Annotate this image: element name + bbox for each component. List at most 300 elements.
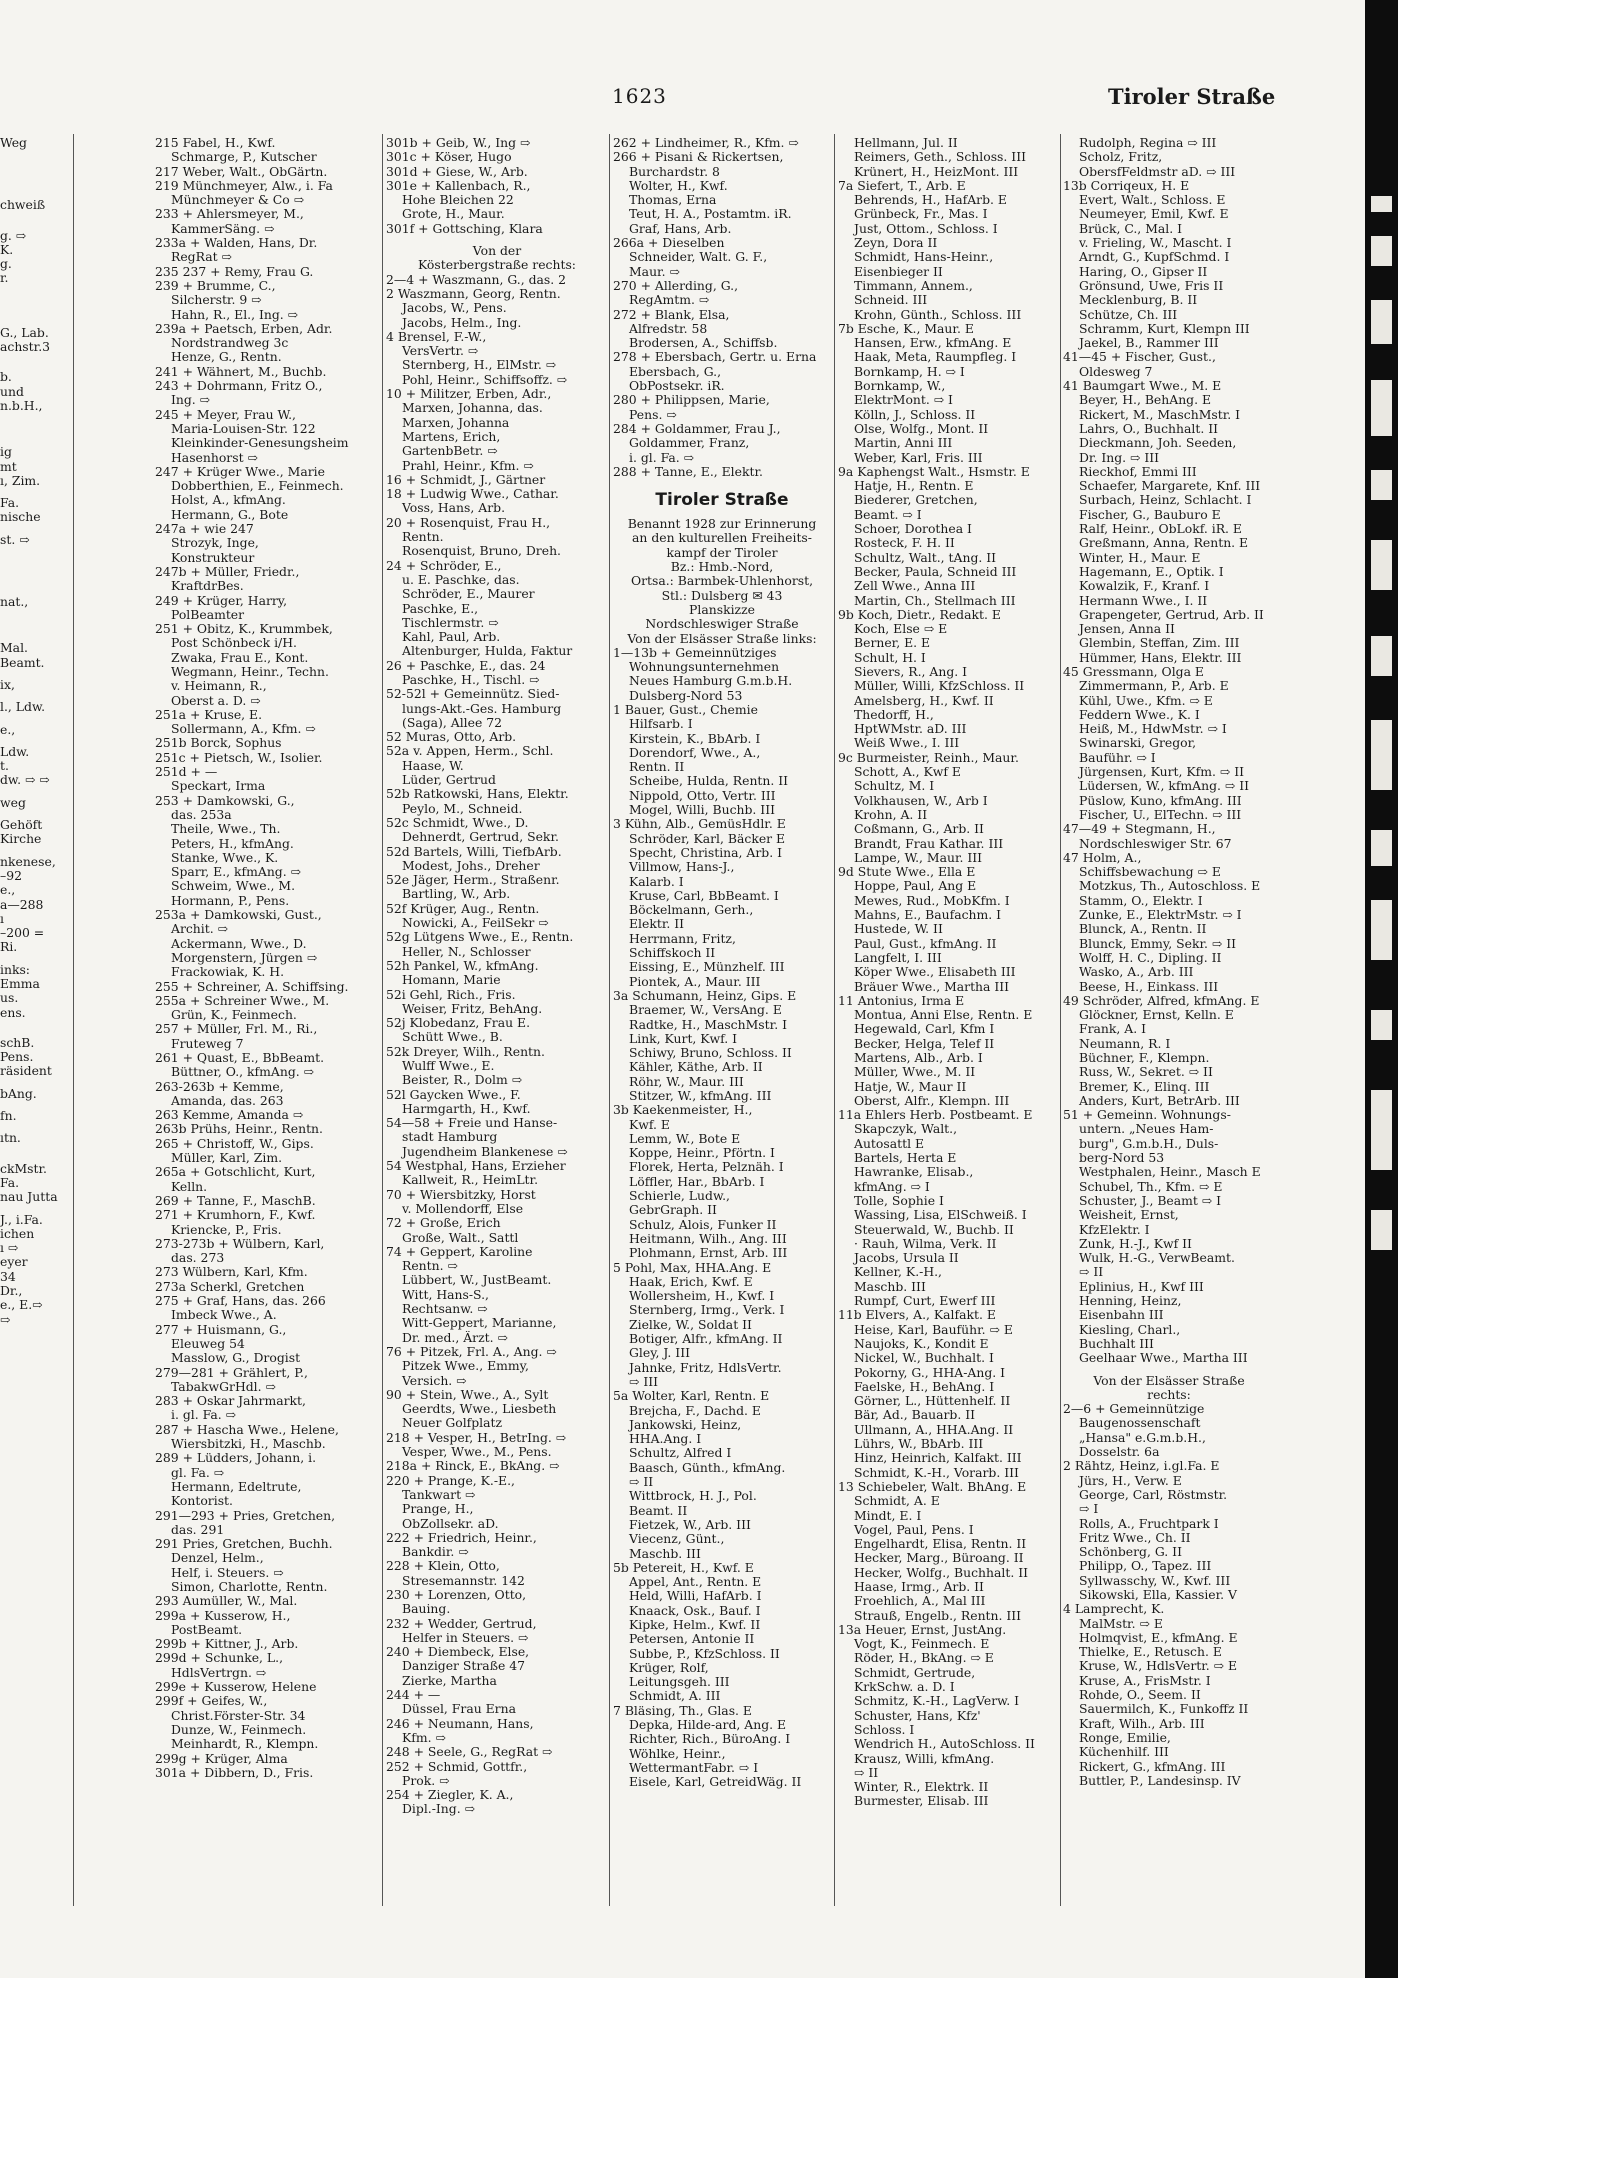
directory-entry: 220 + Prange, K.-E., — [386, 1473, 515, 1488]
directory-entry: Archit. ⇨ — [171, 922, 228, 937]
directory-entry: Bankdir. ⇨ — [402, 1545, 469, 1560]
directory-entry: Dulsberg-Nord 53 — [629, 688, 743, 703]
directory-entry: 275 + Graf, Hans, das. 266 — [155, 1294, 326, 1309]
directory-entry: lungs-Akt.-Ges. Hamburg — [402, 701, 562, 716]
directory-entry: v. Heimann, R., — [171, 679, 267, 694]
directory-entry — [0, 421, 70, 429]
directory-entry: 2 Waszmann, Georg, Rentn. — [386, 286, 561, 301]
directory-entry: Braemer, W., VersAng. E — [629, 1003, 782, 1018]
directory-entry: HdlsVertrgn. ⇨ — [171, 1665, 267, 1680]
directory-entry: Schneider, Walt. G. F., — [629, 250, 768, 265]
directory-entry: Bremer, K., Elinq. III — [1079, 1079, 1210, 1094]
directory-entry: Imbeck Wwe., A. — [171, 1308, 277, 1323]
directory-entry — [0, 318, 70, 326]
directory-entry: stadt Hamburg — [402, 1130, 498, 1145]
directory-entry: 272 + Blank, Elsa, — [613, 307, 730, 322]
directory-entry: Beamt. ⇨ I — [854, 507, 922, 522]
directory-entry: Helfer in Steuers. ⇨ — [402, 1630, 529, 1645]
directory-entry: HptWMstr. aD. III — [854, 722, 967, 737]
directory-entry: Ullmann, A., HHA.Ang. II — [854, 1422, 1014, 1437]
directory-entry: 215 Fabel, H., Kwf. — [155, 136, 276, 150]
directory-entry — [0, 166, 70, 174]
directory-entry: Hermann, Edeltrute, — [171, 1479, 302, 1494]
directory-entry: Blunck, A., Rentn. II — [1079, 922, 1207, 937]
directory-entry: Viecenz, Günt., — [629, 1532, 725, 1547]
directory-entry: ı ⇨ — [0, 1241, 19, 1256]
directory-entry: ens. — [0, 1005, 26, 1020]
directory-entry: Richter, Rich., BüroAng. I — [629, 1732, 791, 1747]
directory-entry — [0, 362, 70, 370]
directory-entry: Strozyk, Inge, — [171, 536, 259, 551]
directory-entry: ix, — [0, 677, 15, 692]
directory-entry: Von der — [472, 244, 522, 259]
directory-entry: Fa. — [0, 496, 20, 511]
directory-entry: 254 + Ziegler, K. A., — [386, 1788, 514, 1803]
directory-entry: Syllwasschy, W., Kwf. III — [1079, 1573, 1231, 1588]
directory-entry: Sparr, E., kfmAng. ⇨ — [171, 865, 301, 880]
directory-entry: 228 + Klein, Otto, — [386, 1559, 500, 1574]
directory-entry: 251a + Kruse, E. — [155, 707, 263, 722]
directory-entry: WettermantFabr. ⇨ I — [629, 1760, 759, 1775]
directory-entry: ⇨ II — [629, 1475, 654, 1490]
directory-entry: 11 Antonius, Irma E — [838, 993, 965, 1008]
directory-entry: Kruse, A., FrisMstr. I — [1079, 1673, 1211, 1688]
directory-entry: Hatje, H., Rentn. E — [854, 479, 974, 494]
directory-entry: Henning, Heinz, — [1079, 1294, 1182, 1309]
directory-entry: Dipl.-Ing. ⇨ — [402, 1802, 475, 1817]
directory-entry: Haak, Erich, Kwf. E — [629, 1274, 753, 1289]
directory-entry: 219 Münchmeyer, Alw., i. Fa — [155, 178, 333, 193]
directory-entry: Paul, Gust., kfmAng. II — [854, 936, 997, 951]
directory-entry: 283 + Oskar Jahrmarkt, — [155, 1394, 306, 1409]
directory-entry: Hawranke, Elisab., — [854, 1165, 974, 1180]
directory-entry: Pohl, Heinr., Schiffsoffz. ⇨ — [402, 372, 568, 387]
directory-entry: rechts: — [1147, 1387, 1191, 1402]
directory-entry — [0, 1079, 70, 1087]
directory-entry: KammerSäng. ⇨ — [171, 221, 275, 236]
directory-entry: Köper Wwe., Elisabeth III — [854, 965, 1016, 980]
directory-entry: 1—13b + Gemeinnütziges — [613, 645, 777, 660]
directory-entry: ⇨ — [0, 1312, 11, 1327]
directory-entry: RegRat ⇨ — [171, 250, 232, 265]
directory-entry: Zwaka, Frau E., Kont. — [171, 650, 309, 665]
directory-entry: Surbach, Heinz, Schlacht. I — [1079, 493, 1252, 508]
directory-entry: PolBeamter — [171, 607, 245, 622]
directory-entry: 13b Corriqeux, H. E — [1063, 178, 1190, 193]
directory-entry: 34 — [0, 1269, 16, 1284]
directory-entry: Morgenstern, Jürgen ⇨ — [171, 950, 318, 965]
directory-entry: Sternberg, H., ElMstr. ⇨ — [402, 358, 557, 373]
directory-entry: und — [0, 384, 24, 399]
directory-entry: KfzElektr. I — [1079, 1222, 1150, 1237]
directory-entry: 20 + Rosenquist, Frau H., — [386, 515, 551, 530]
directory-entry: Kölln, J., Schloss. II — [854, 407, 976, 422]
directory-entry: 13 Schiebeler, Walt. BhAng. E — [838, 1479, 1027, 1494]
directory-entry: Prange, H., — [402, 1502, 474, 1517]
directory-entry: Hümmer, Hans, Elektr. III — [1079, 650, 1242, 665]
directory-entry: 247 + Krüger Wwe., Marie — [155, 464, 325, 479]
directory-entry: Kfm. ⇨ — [402, 1730, 446, 1745]
directory-entry: kampf der Tiroler — [666, 545, 778, 560]
directory-entry: 24 + Schröder, E., — [386, 558, 502, 573]
directory-entry: Lübbert, W., JustBeamt. — [402, 1273, 552, 1288]
directory-entry: Wohnungsunternehmen — [629, 660, 780, 675]
directory-entry: a—288 — [0, 897, 44, 912]
directory-entry: 265 + Christoff, W., Gips. — [155, 1136, 314, 1151]
directory-entry: 11a Ehlers Herb. Postbeamt. E — [838, 1108, 1033, 1123]
column-5 — [1063, 136, 1275, 1906]
directory-entry: Wegmann, Heinr., Techn. — [171, 664, 329, 679]
directory-entry: Feddern Wwe., K. I — [1079, 707, 1200, 722]
directory-entry — [0, 609, 70, 617]
directory-entry: Sollermann, A., Kfm. ⇨ — [171, 722, 316, 737]
directory-entry: Oberst, Alfr., Klempn. III — [854, 1093, 1010, 1108]
column-1 — [155, 136, 377, 1906]
directory-entry: 13a Heuer, Ernst, JustAng. — [838, 1622, 1007, 1637]
directory-entry: 299d + Schunke, L., — [155, 1651, 284, 1666]
directory-entry — [0, 1205, 70, 1213]
directory-entry: Zeyn, Dora II — [854, 236, 938, 251]
directory-entry: Hoppe, Paul, Ang E — [854, 879, 977, 894]
directory-entry: Wulk, H.-G., VerwBeamt. — [1079, 1251, 1235, 1266]
directory-entry: Hinz, Heinrich, Kalfakt. III — [854, 1451, 1022, 1466]
directory-entry — [0, 563, 70, 571]
directory-entry: Pens. ⇨ — [629, 407, 677, 422]
directory-entry: Ronge, Emilie, — [1079, 1730, 1171, 1745]
directory-entry: Haase, Irmg., Arb. II — [854, 1579, 984, 1594]
directory-entry: Piontek, A., Maur. III — [629, 974, 761, 989]
directory-entry: chweiß — [0, 198, 46, 213]
directory-entry: 52c Schmidt, Wwe., D. — [386, 815, 529, 830]
directory-entry: Frackowiak, K. H. — [171, 965, 285, 980]
directory-entry: G., Lab. — [0, 325, 49, 340]
directory-entry: Martens, Alb., Arb. I — [854, 1051, 983, 1065]
directory-entry: Hagemann, E., Optik. I — [1079, 564, 1224, 579]
directory-entry — [0, 190, 70, 198]
directory-entry: Schweim, Wwe., M. — [171, 879, 296, 894]
directory-entry: ObersfFeldmstr aD. ⇨ III — [1079, 164, 1236, 179]
directory-entry: Krausz, Willi, kfmAng. — [854, 1751, 995, 1766]
directory-entry: Kahl, Paul, Arb. — [402, 630, 501, 645]
directory-entry: KraftdrBes. — [171, 579, 244, 594]
directory-entry: u. E. Paschke, das. — [402, 572, 520, 587]
directory-entry: Brodersen, A., Schiffsb. — [629, 336, 778, 351]
directory-entry: e., — [0, 883, 16, 898]
directory-entry: Meinhardt, R., Klempn. — [171, 1737, 319, 1752]
directory-entry: 240 + Diembeck, Else, — [386, 1645, 530, 1660]
directory-entry: Kraft, Wilh., Arb. III — [1079, 1716, 1205, 1731]
directory-entry: untern. „Neues Ham- — [1079, 1122, 1214, 1137]
directory-entry — [0, 579, 70, 587]
book-spine — [1365, 0, 1398, 1978]
directory-entry: 52h Pankel, W., kfmAng. — [386, 958, 539, 973]
directory-entry: Martens, Erich, — [402, 429, 501, 444]
column-3 — [613, 136, 831, 1906]
directory-entry: Schmidt, A. E — [854, 1494, 940, 1509]
directory-entry: g. — [0, 257, 12, 272]
directory-entry: Denzel, Helm., — [171, 1551, 264, 1566]
directory-entry: 16 + Schmidt, J., Gärtner — [386, 472, 546, 487]
directory-entry: 245 + Meyer, Frau W., — [155, 407, 296, 422]
directory-entry: Von der Elsässer Straße — [1093, 1373, 1245, 1388]
directory-entry — [0, 692, 70, 700]
directory-entry: (Saga), Allee 72 — [402, 715, 502, 730]
directory-entry: Gley, J. III — [629, 1346, 690, 1361]
directory-entry: Hasenhorst ⇨ — [171, 450, 258, 465]
directory-entry: Krohn, A. II — [854, 807, 928, 822]
column-4 — [838, 136, 1056, 1906]
directory-entry: Nippold, Otto, Vertr. III — [629, 788, 776, 803]
directory-entry — [0, 221, 70, 229]
directory-entry: Hermann, G., Bote — [171, 507, 289, 522]
directory-entry: 72 + Große, Erich — [386, 1216, 501, 1231]
directory-entry: Krünert, H., HeizMont. III — [854, 164, 1019, 179]
directory-entry: Weber, Karl, Fris. III — [854, 450, 983, 465]
directory-entry: Schuster, Hans, Kfz' — [854, 1708, 981, 1723]
directory-entry: Rudolph, Regina ⇨ III — [1079, 136, 1217, 150]
directory-entry: 47—49 + Stegmann, H., — [1063, 822, 1216, 837]
directory-entry: Specht, Christina, Arb. I — [629, 845, 782, 860]
directory-entry: 3b Kaekenmeister, H., — [613, 1103, 753, 1118]
directory-entry: Koppe, Heinr., Pförtn. I — [629, 1146, 775, 1161]
directory-entry — [0, 1020, 70, 1028]
directory-entry — [0, 587, 70, 595]
directory-entry: 76 + Pitzek, Frl. A., Ang. ⇨ — [386, 1344, 557, 1359]
directory-entry: 301e + Kallenbach, R., — [386, 178, 531, 193]
directory-entry: 52d Bartels, Willi, TiefbArb. — [386, 844, 562, 859]
directory-entry: Kellner, K.-H., — [854, 1265, 942, 1280]
directory-entry: dw. ⇨ ⇨ — [0, 773, 50, 788]
directory-entry: 222 + Friedrich, Heinr., — [386, 1530, 537, 1545]
directory-entry: Hohe Bleichen 22 — [402, 193, 514, 208]
directory-entry: 2—4 + Waszmann, G., das. 2 — [386, 272, 567, 287]
directory-entry: Pitzek Wwe., Emmy, — [402, 1359, 529, 1374]
directory-entry — [0, 354, 70, 362]
directory-entry: Kiesling, Charl., — [1079, 1322, 1181, 1337]
directory-entry: 52 Muras, Otto, Arb. — [386, 730, 517, 745]
directory-entry: Mahns, E., Baufachm. I — [854, 908, 1002, 923]
directory-entry: Becker, Paula, Schneid III — [854, 564, 1017, 579]
directory-entry: Skapczyk, Walt., — [854, 1122, 958, 1137]
directory-entry: Blunck, Emmy, Sekr. ⇨ II — [1079, 936, 1237, 951]
directory-entry: 9a Kaphengst Walt., Hsmstr. E — [838, 464, 1030, 479]
directory-entry: 265a + Gotschlicht, Kurt, — [155, 1165, 316, 1180]
directory-entry: Beamt. — [0, 655, 45, 670]
directory-entry: Eplinius, H., Kwf III — [1079, 1279, 1204, 1294]
directory-entry: 233a + Walden, Hans, Dr. — [155, 236, 318, 251]
directory-entry: Müller, Karl, Zim. — [171, 1151, 283, 1166]
directory-entry: Kirstein, K., BbArb. I — [629, 731, 761, 746]
directory-entry: Stanke, Wwe., K. — [171, 850, 279, 865]
directory-entry: Schultz, Alfred I — [629, 1446, 732, 1461]
directory-entry: Amelsberg, H., Kwf. II — [854, 693, 994, 708]
directory-entry: Mecklenburg, B. II — [1079, 293, 1198, 308]
directory-entry: Scholz, Fritz, — [1079, 150, 1163, 165]
directory-entry: Appel, Ant., Rentn. E — [629, 1575, 762, 1590]
directory-entry: 7b Esche, K., Maur. E — [838, 321, 974, 336]
directory-entry: i. gl. Fa. ⇨ — [629, 450, 695, 465]
directory-entry: Wittbrock, H. J., Pol. — [629, 1489, 757, 1504]
directory-entry: Lührs, W., BbArb. III — [854, 1437, 984, 1452]
directory-entry: 9b Koch, Dietr., Redakt. E — [838, 607, 1001, 622]
directory-entry: 241 + Wähnert, M., Buchb. — [155, 364, 327, 379]
directory-entry: Wasko, A., Arb. III — [1079, 965, 1194, 980]
directory-entry: Görner, L., Hüttenhelf. II — [854, 1394, 1011, 1409]
directory-entry: 263 Kemme, Amanda ⇨ — [155, 1108, 304, 1123]
directory-entry — [0, 547, 70, 555]
directory-entry: kfmAng. ⇨ I — [854, 1179, 930, 1194]
directory-entry: Coßmann, G., Arb. II — [854, 822, 984, 837]
directory-entry: Bräuer Wwe., Martha III — [854, 979, 1010, 994]
directory-entry: ⇨ II — [1079, 1265, 1104, 1280]
directory-entry: Behrends, H., HafArb. E — [854, 193, 1007, 208]
directory-entry: Bartels, Herta E — [854, 1151, 957, 1166]
directory-entry: Schmidt, A. III — [629, 1689, 721, 1704]
directory-entry: Altenburger, Hulda, Faktur — [402, 644, 573, 659]
directory-entry: Baasch, Günth., kfmAng. — [629, 1460, 786, 1475]
directory-entry: 233 + Ahlersmeyer, M., — [155, 207, 304, 222]
directory-entry: Baugenossenschaft — [1079, 1416, 1201, 1431]
directory-entry: Becker, Helga, Telef II — [854, 1036, 995, 1051]
directory-entry: 52l Gaycken Wwe., F. — [386, 1087, 521, 1102]
directory-entry: Schiffsbewachung ⇨ E — [1079, 865, 1221, 880]
directory-entry: Zell Wwe., Anna III — [854, 579, 976, 594]
directory-entry: Mogel, Willi, Buchb. III — [629, 803, 775, 818]
directory-entry: Silcherstr. 9 ⇨ — [171, 293, 262, 308]
directory-entry: Winter, R., Elektrk. II — [854, 1780, 989, 1795]
directory-entry: Düssel, Frau Erna — [402, 1702, 516, 1717]
directory-entry: nische — [0, 510, 41, 525]
directory-entry: Post Schönbeck i/H. — [171, 636, 297, 651]
directory-entry: Villmow, Hans-J., — [629, 860, 735, 875]
directory-entry: Ing. ⇨ — [171, 393, 211, 408]
directory-entry: Motzkus, Th., Autoschloss. E — [1079, 879, 1261, 894]
directory-entry: inks: — [0, 962, 30, 977]
directory-entry: Botiger, Alfr., kfmAng. II — [629, 1332, 783, 1347]
directory-entry: 301d + Giese, W., Arb. — [386, 164, 528, 179]
directory-entry: KrkSchw. a. D. I — [854, 1680, 955, 1695]
directory-entry: Schultz, M. I — [854, 779, 935, 794]
directory-entry: Pens. — [0, 1050, 34, 1065]
directory-entry: Nordstrandweg 3c — [171, 336, 289, 351]
directory-entry: Timmann, Annem., — [854, 278, 973, 293]
directory-entry: Hormann, P., Pens. — [171, 893, 290, 908]
directory-entry — [0, 625, 70, 633]
directory-entry: 301c + Köser, Hugo — [386, 150, 512, 165]
directory-entry: GartenbBetr. ⇨ — [402, 444, 498, 459]
directory-entry: Kelln. — [171, 1179, 208, 1194]
directory-entry: Modest, Johs., Dreher — [402, 858, 540, 873]
directory-entry: Hegewald, Carl, Kfm I — [854, 1022, 995, 1037]
directory-entry: ı — [0, 911, 4, 926]
directory-entry: 45 Gressmann, Olga E — [1063, 664, 1204, 679]
column-0 — [0, 136, 70, 1906]
directory-entry: 269 + Tanne, F., MaschB. — [155, 1193, 316, 1208]
directory-entry: Leitungsgeh. III — [629, 1675, 730, 1690]
directory-entry: 49 Schröder, Alfred, kfmAng. E — [1063, 993, 1260, 1008]
column-rule — [73, 134, 74, 1906]
directory-entry: 246 + Neumann, Hans, — [386, 1716, 534, 1731]
directory-entry: George, Carl, Röstmstr. — [1079, 1487, 1228, 1502]
directory-entry: Paschke, H., Tischl. ⇨ — [402, 672, 540, 687]
directory-entry: 284 + Goldammer, Frau J., — [613, 421, 781, 436]
directory-entry: Hustede, W. II — [854, 922, 943, 937]
directory-entry: Kruse, W., HdlsVertr. ⇨ E — [1079, 1659, 1238, 1674]
directory-entry: 291—293 + Pries, Gretchen, — [155, 1508, 336, 1523]
directory-entry: Radtke, H., MaschMstr. I — [629, 1017, 787, 1032]
directory-entry: an den kulturellen Freiheits- — [632, 531, 812, 546]
directory-entry: 5b Petereit, H., Kwf. E — [613, 1560, 754, 1575]
directory-entry: Jaekel, B., Rammer III — [1079, 336, 1219, 351]
directory-entry: Rickert, M., MaschMstr. I — [1079, 407, 1241, 422]
directory-entry: Bartling, W., Arb. — [402, 887, 511, 902]
directory-entry: Dorendorf, Wwe., A., — [629, 745, 761, 760]
directory-entry: 26 + Paschke, E., das. 24 — [386, 658, 546, 673]
directory-entry — [0, 1028, 70, 1036]
directory-entry: 74 + Geppert, Karoline — [386, 1244, 533, 1259]
directory-entry: mt — [0, 459, 17, 474]
directory-entry: 239a + Paetsch, Erben, Adr. — [155, 321, 333, 336]
directory-entry: Oberst a. D. ⇨ — [171, 693, 261, 708]
directory-entry: 299f + Geifes, W., — [155, 1694, 268, 1709]
directory-entry — [0, 437, 70, 445]
directory-entry: Froehlich, A., Mal III — [854, 1594, 986, 1609]
directory-entry: Berner, E. E — [854, 636, 931, 651]
directory-entry: Wiersbitzki, H., Maschb. — [171, 1437, 326, 1452]
column-rule — [834, 134, 835, 1906]
directory-entry: Büttner, O., kfmAng. ⇨ — [171, 1065, 315, 1080]
directory-entry: 90 + Stein, Wwe., A., Sylt — [386, 1387, 549, 1402]
directory-entry: –92 — [0, 868, 22, 883]
directory-entry: l., Ldw. — [0, 700, 46, 715]
directory-entry — [0, 555, 70, 563]
directory-entry: Zimmermann, P., Arb. E — [1079, 679, 1229, 694]
directory-entry: 244 + — — [386, 1688, 441, 1703]
directory-entry: Dr., — [0, 1284, 23, 1299]
directory-entry: Koch, Else ⇨ E — [854, 622, 948, 637]
directory-entry: Philipp, O., Tapez. III — [1079, 1559, 1212, 1574]
directory-entry: 52-52l + Gemeinnütz. Sied- — [386, 687, 560, 702]
directory-entry: v. Mollendorff, Else — [402, 1201, 524, 1216]
directory-entry: Kösterbergstraße rechts: — [418, 258, 576, 273]
directory-entry: 273a Scherkl, Gretchen — [155, 1279, 305, 1294]
directory-entry: Tolle, Sophie I — [854, 1193, 944, 1208]
directory-entry: Wassing, Lisa, ElSchweiß. I — [854, 1208, 1027, 1223]
directory-entry: 263-263b + Kemme, — [155, 1079, 284, 1094]
directory-entry: Küchenhilf. III — [1079, 1745, 1169, 1760]
directory-entry: Wöhlke, Heinr., — [629, 1746, 726, 1761]
directory-entry: Kalarb. I — [629, 874, 684, 889]
directory-entry: Wollersheim, H., Kwf. I — [629, 1289, 775, 1304]
directory-entry: Biederer, Gretchen, — [854, 493, 978, 508]
directory-entry: K. — [0, 242, 14, 257]
directory-entry: Sikowski, Ella, Kassier. V — [1079, 1587, 1238, 1602]
directory-entry: Geerdts, Wwe., Liesbeth — [402, 1402, 557, 1417]
directory-entry: Rickert, G., kfmAng. III — [1079, 1759, 1226, 1774]
directory-entry: Schütze, Ch. III — [1079, 307, 1178, 322]
directory-entry: Burchardstr. 8 — [629, 164, 720, 179]
directory-entry: 52f Krüger, Aug., Rentn. — [386, 901, 540, 916]
directory-entry — [0, 294, 70, 302]
directory-entry: Buchhalt III — [1079, 1336, 1154, 1351]
directory-entry: 288 + Tanne, E., Elektr. — [613, 464, 763, 479]
directory-entry: Hilfsarb. I — [629, 717, 693, 732]
directory-entry: Rentn. II — [629, 760, 685, 775]
directory-entry: Schulz, Alois, Funker II — [629, 1217, 777, 1232]
directory-entry: Püslow, Kuno, kfmAng. III — [1079, 793, 1242, 808]
directory-entry: Eisenbahn III — [1079, 1308, 1164, 1323]
directory-entry: 279—281 + Grählert, P., — [155, 1365, 308, 1380]
